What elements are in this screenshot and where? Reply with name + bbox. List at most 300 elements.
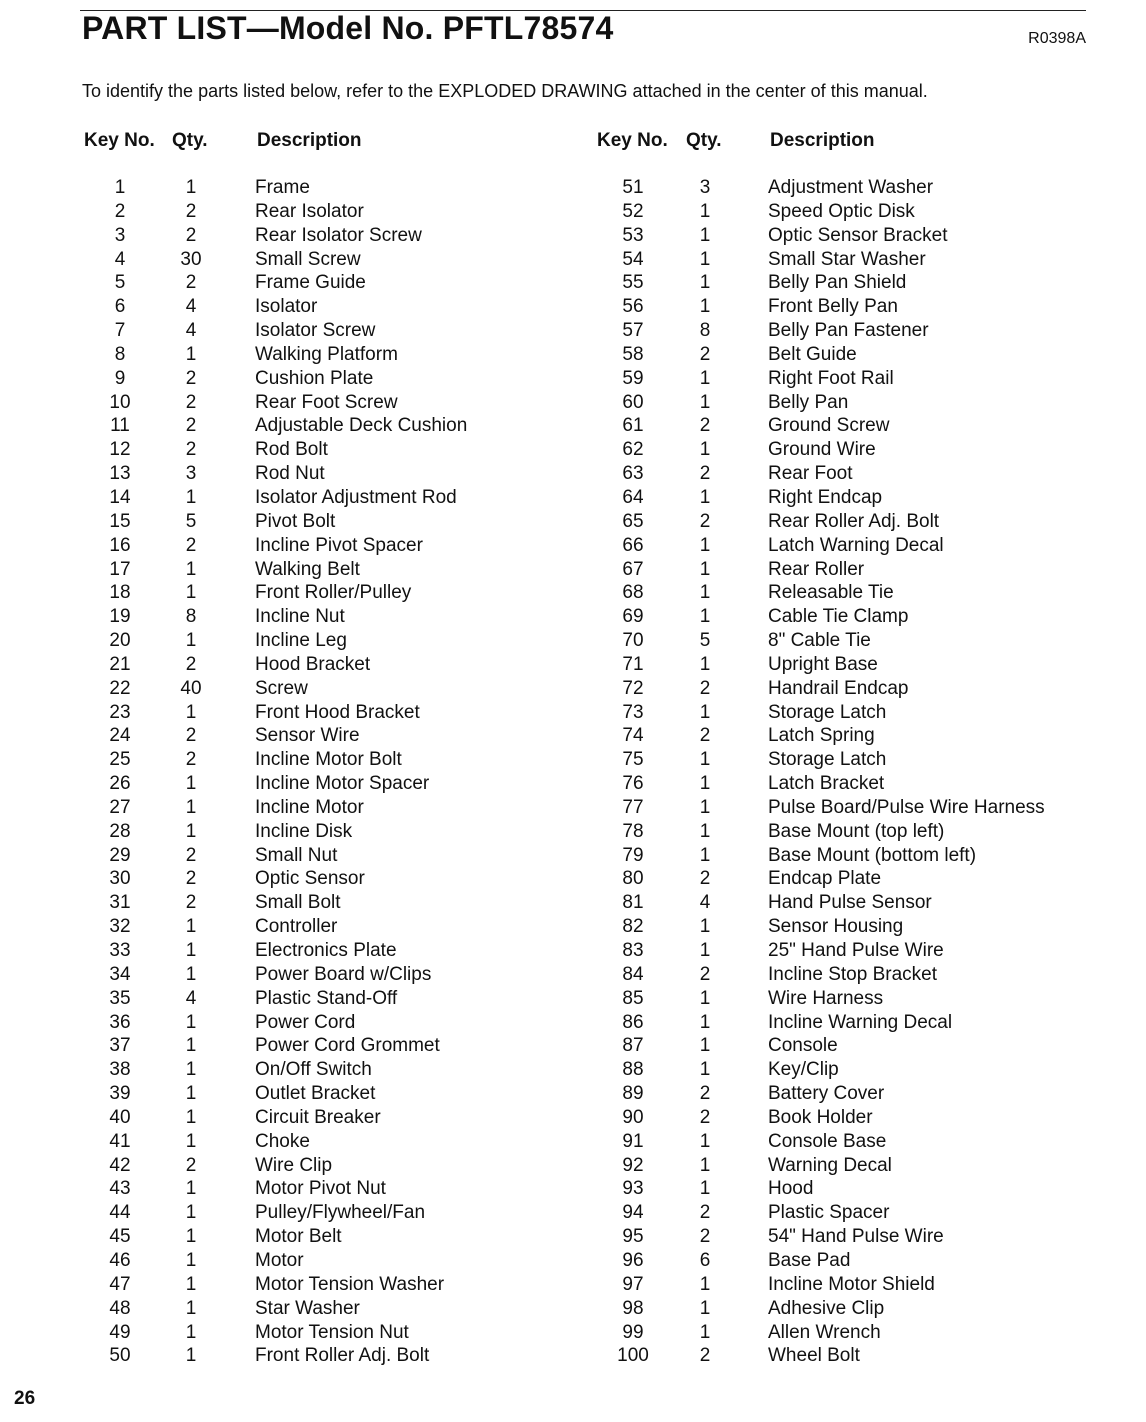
part-description: Sensor Wire [255, 725, 360, 747]
part-key-number: 49 [109, 1321, 131, 1343]
part-quantity: 1 [699, 796, 711, 818]
part-key-number: 64 [622, 486, 644, 508]
part-quantity: 1 [185, 1011, 197, 1033]
part-key-number: 25 [109, 749, 131, 771]
part-description: Belly Pan [768, 391, 849, 413]
part-description: Rear Foot [768, 463, 853, 485]
part-key-number: 1 [114, 177, 126, 198]
part-quantity: 1 [699, 200, 711, 222]
part-key-number: 23 [109, 701, 131, 723]
part-key-number: 65 [622, 510, 644, 532]
part-description: Walking Belt [255, 558, 360, 580]
intro-text: To identify the parts listed below, refer to the EXPLODED DRAWING attached in the center of this manual. [82, 81, 928, 101]
part-quantity: 1 [185, 1083, 197, 1105]
part-quantity: 6 [699, 1249, 711, 1271]
part-description: Optic Sensor Bracket [768, 224, 948, 246]
part-description: Motor [255, 1249, 304, 1271]
part-key-number: 22 [109, 677, 131, 699]
part-description: Cable Tie Clamp [768, 606, 909, 628]
part-key-number: 99 [622, 1321, 644, 1343]
part-quantity: 2 [699, 1226, 711, 1248]
part-quantity: 2 [185, 892, 197, 914]
part-description: Incline Motor Shield [768, 1273, 935, 1295]
part-description: On/Off Switch [255, 1059, 372, 1081]
part-quantity: 1 [699, 987, 711, 1009]
part-description: Optic Sensor [255, 868, 365, 890]
part-key-number: 86 [622, 1011, 644, 1033]
part-description: Incline Motor [255, 796, 364, 818]
part-key-number: 4 [114, 248, 126, 270]
part-key-number: 44 [109, 1202, 131, 1224]
part-key-number: 30 [109, 868, 131, 890]
part-quantity: 2 [185, 868, 197, 890]
part-key-number: 91 [622, 1130, 644, 1152]
part-quantity: 1 [699, 940, 711, 961]
part-quantity: 5 [185, 510, 197, 532]
part-description: Console Base [768, 1130, 887, 1152]
part-quantity: 1 [185, 796, 197, 818]
part-key-number: 46 [109, 1249, 131, 1271]
part-key-number: 10 [109, 391, 131, 413]
part-quantity: 30 [180, 248, 202, 270]
part-key-number: 85 [622, 987, 644, 1009]
part-description: Incline Pivot Spacer [255, 534, 423, 556]
part-quantity: 1 [699, 248, 711, 270]
part-description: Ground Screw [768, 415, 890, 437]
part-key-number: 76 [622, 773, 644, 795]
part-quantity: 1 [699, 1011, 711, 1033]
part-quantity: 2 [699, 1106, 711, 1128]
part-key-number: 100 [617, 1345, 649, 1367]
part-description: Incline Leg [255, 630, 347, 652]
part-key-number: 90 [622, 1106, 644, 1128]
part-quantity: 1 [185, 1059, 197, 1081]
left-qty-header: Qty. [172, 130, 208, 151]
part-key-number: 21 [109, 653, 131, 675]
part-description: Small Screw [255, 248, 361, 270]
part-key-number: 14 [109, 486, 131, 508]
right-key-header: Key No. [597, 130, 668, 151]
part-description: Latch Warning Decal [768, 534, 944, 556]
part-key-number: 15 [109, 510, 131, 532]
part-quantity: 1 [185, 486, 197, 508]
part-quantity: 1 [699, 1297, 711, 1319]
part-description: Right Foot Rail [768, 367, 894, 389]
part-quantity: 1 [699, 1059, 711, 1081]
part-description: Releasable Tie [768, 582, 894, 604]
part-quantity: 1 [699, 1321, 711, 1343]
right-qty-header: Qty. [686, 130, 722, 151]
part-key-number: 6 [114, 296, 126, 318]
part-key-number: 95 [622, 1226, 644, 1248]
part-quantity: 1 [185, 916, 197, 938]
part-quantity: 1 [185, 963, 197, 985]
part-quantity: 2 [185, 653, 197, 675]
part-description: Hood [768, 1178, 814, 1200]
part-quantity: 1 [699, 391, 711, 413]
part-key-number: 32 [109, 916, 131, 938]
part-quantity: 1 [699, 582, 711, 604]
part-description: Incline Disk [255, 820, 353, 842]
part-quantity: 1 [699, 820, 711, 842]
part-quantity: 1 [699, 749, 711, 771]
part-quantity: 1 [699, 1273, 711, 1295]
part-description: Screw [255, 677, 308, 699]
part-description: Latch Bracket [768, 773, 885, 795]
part-description: Belt Guide [768, 343, 857, 365]
part-description: Hood Bracket [255, 653, 371, 675]
part-description: Walking Platform [255, 343, 398, 365]
part-quantity: 4 [699, 892, 711, 914]
part-quantity: 2 [185, 415, 197, 437]
part-key-number: 7 [114, 320, 126, 342]
part-description: Key/Clip [768, 1059, 839, 1081]
part-key-number: 48 [109, 1297, 131, 1319]
part-key-number: 19 [109, 606, 131, 628]
part-description: Motor Belt [255, 1226, 342, 1248]
part-key-number: 55 [622, 272, 644, 294]
part-quantity: 2 [699, 343, 711, 365]
part-key-number: 29 [109, 844, 131, 866]
part-description: Belly Pan Shield [768, 272, 907, 294]
part-description: Hand Pulse Sensor [768, 892, 932, 914]
part-key-number: 2 [114, 200, 126, 222]
part-description: Book Holder [768, 1106, 873, 1128]
part-description: Rear Foot Screw [255, 391, 398, 413]
part-quantity: 2 [185, 367, 197, 389]
part-description: Power Cord [255, 1011, 356, 1033]
part-key-number: 9 [114, 367, 126, 389]
page-number: 26 [14, 1388, 36, 1409]
part-key-number: 52 [622, 200, 644, 222]
part-description: 54" Hand Pulse Wire [768, 1226, 944, 1248]
part-description: Front Roller/Pulley [255, 582, 412, 604]
part-key-number: 33 [109, 940, 131, 961]
part-quantity: 2 [699, 463, 711, 485]
part-key-number: 74 [622, 725, 644, 747]
part-key-number: 34 [109, 963, 131, 985]
part-key-number: 58 [622, 343, 644, 365]
part-key-number: 54 [622, 248, 644, 270]
part-quantity: 2 [185, 1154, 197, 1176]
part-quantity: 1 [699, 653, 711, 675]
part-key-number: 89 [622, 1083, 644, 1105]
part-description: Latch Spring [768, 725, 875, 747]
part-description: Base Mount (bottom left) [768, 844, 977, 866]
part-quantity: 1 [699, 439, 711, 461]
part-description: Power Board w/Clips [255, 963, 432, 985]
part-description: Isolator [255, 296, 318, 318]
part-quantity: 8 [699, 320, 711, 342]
part-description: Adjustable Deck Cushion [255, 415, 468, 437]
part-key-number: 88 [622, 1059, 644, 1081]
part-key-number: 5 [114, 272, 126, 294]
part-description: Circuit Breaker [255, 1106, 381, 1128]
part-key-number: 84 [622, 963, 644, 985]
part-description: Wheel Bolt [768, 1345, 860, 1367]
part-description: Frame [255, 177, 310, 198]
part-key-number: 20 [109, 630, 131, 652]
part-key-number: 72 [622, 677, 644, 699]
part-key-number: 45 [109, 1226, 131, 1248]
part-key-number: 75 [622, 749, 644, 771]
part-quantity: 1 [699, 296, 711, 318]
part-description: Upright Base [768, 653, 878, 675]
part-description: Motor Tension Washer [255, 1273, 445, 1295]
part-quantity: 2 [185, 749, 197, 771]
part-description: Belly Pan Fastener [768, 320, 929, 342]
part-description: Power Cord Grommet [255, 1035, 440, 1057]
part-key-number: 77 [622, 796, 644, 818]
part-description: Isolator Screw [255, 320, 376, 342]
part-quantity: 2 [185, 534, 197, 556]
part-key-number: 93 [622, 1178, 644, 1200]
part-quantity: 2 [699, 510, 711, 532]
part-description: Storage Latch [768, 701, 887, 723]
part-description: Endcap Plate [768, 868, 882, 890]
part-quantity: 2 [699, 415, 711, 437]
part-key-number: 31 [109, 892, 131, 914]
part-quantity: 1 [185, 630, 197, 652]
part-quantity: 4 [185, 296, 197, 318]
part-description: Wire Harness [768, 987, 884, 1009]
part-description: Battery Cover [768, 1083, 885, 1105]
part-key-number: 24 [109, 725, 131, 747]
part-description: Rear Isolator [255, 200, 364, 222]
part-key-number: 8 [114, 343, 126, 365]
part-description: Base Pad [768, 1249, 851, 1271]
part-description: Rod Bolt [255, 439, 328, 461]
part-quantity: 1 [699, 701, 711, 723]
part-key-number: 17 [109, 558, 131, 580]
part-description: Star Washer [255, 1297, 360, 1319]
part-description: Small Bolt [255, 892, 341, 914]
part-quantity: 1 [185, 343, 197, 365]
part-key-number: 68 [622, 582, 644, 604]
part-quantity: 1 [699, 916, 711, 938]
part-quantity: 2 [185, 272, 197, 294]
part-key-number: 57 [622, 320, 644, 342]
part-description: Choke [255, 1130, 310, 1152]
part-key-number: 53 [622, 224, 644, 246]
part-quantity: 1 [699, 486, 711, 508]
part-key-number: 94 [622, 1202, 644, 1224]
part-quantity: 1 [185, 1130, 197, 1152]
page-title: PART LIST—Model No. PFTL78574 [82, 10, 614, 46]
part-description: Speed Optic Disk [768, 200, 915, 222]
part-quantity: 2 [699, 725, 711, 747]
part-quantity: 2 [699, 963, 711, 985]
part-quantity: 3 [185, 463, 197, 485]
part-key-number: 3 [114, 224, 126, 246]
part-description: Front Belly Pan [768, 296, 898, 318]
part-key-number: 26 [109, 773, 131, 795]
part-key-number: 37 [109, 1035, 131, 1057]
part-description: Storage Latch [768, 749, 887, 771]
part-key-number: 18 [109, 582, 131, 604]
part-description: Rod Nut [255, 463, 325, 485]
part-key-number: 27 [109, 796, 131, 818]
part-key-number: 13 [109, 463, 131, 485]
part-quantity: 2 [185, 439, 197, 461]
part-description: Isolator Adjustment Rod [255, 486, 457, 508]
part-description: Allen Wrench [768, 1321, 881, 1343]
part-quantity: 1 [699, 558, 711, 580]
part-description: Front Hood Bracket [255, 701, 420, 723]
part-description: Rear Roller Adj. Bolt [768, 510, 940, 532]
part-quantity: 1 [699, 1035, 711, 1057]
part-quantity: 1 [185, 582, 197, 604]
part-quantity: 1 [185, 701, 197, 723]
part-key-number: 66 [622, 534, 644, 556]
part-description: 25" Hand Pulse Wire [768, 940, 944, 961]
part-description: 8" Cable Tie [768, 630, 871, 652]
part-quantity: 1 [185, 940, 197, 961]
part-quantity: 1 [185, 1345, 197, 1367]
part-quantity: 1 [185, 1178, 197, 1200]
left-description-header: Description [257, 130, 362, 151]
part-key-number: 81 [622, 892, 644, 914]
part-key-number: 35 [109, 987, 131, 1009]
part-description: Pulley/Flywheel/Fan [255, 1202, 426, 1224]
part-key-number: 79 [622, 844, 644, 866]
part-key-number: 51 [622, 177, 644, 198]
part-quantity: 1 [185, 1035, 197, 1057]
part-quantity: 1 [699, 773, 711, 795]
part-key-number: 69 [622, 606, 644, 628]
part-description: Pivot Bolt [255, 510, 336, 532]
part-description: Plastic Stand-Off [255, 987, 398, 1009]
part-quantity: 2 [185, 391, 197, 413]
part-quantity: 1 [185, 1106, 197, 1128]
part-key-number: 87 [622, 1035, 644, 1057]
part-description: Console [768, 1035, 838, 1057]
part-key-number: 41 [109, 1130, 131, 1152]
part-quantity: 2 [699, 1345, 711, 1367]
part-key-number: 71 [622, 653, 644, 675]
part-quantity: 1 [699, 224, 711, 246]
part-key-number: 67 [622, 558, 644, 580]
part-quantity: 2 [185, 725, 197, 747]
part-quantity: 1 [185, 1321, 197, 1343]
part-description: Right Endcap [768, 486, 883, 508]
part-key-number: 16 [109, 534, 131, 556]
part-quantity: 1 [185, 558, 197, 580]
part-key-number: 83 [622, 940, 644, 961]
part-description: Sensor Housing [768, 916, 904, 938]
part-key-number: 80 [622, 868, 644, 890]
part-description: Ground Wire [768, 439, 876, 461]
part-quantity: 2 [185, 844, 197, 866]
part-description: Wire Clip [255, 1154, 333, 1176]
part-description: Incline Warning Decal [768, 1011, 953, 1033]
part-quantity: 1 [699, 367, 711, 389]
part-key-number: 62 [622, 439, 644, 461]
part-quantity: 2 [185, 224, 197, 246]
part-key-number: 28 [109, 820, 131, 842]
part-quantity: 1 [185, 1249, 197, 1271]
part-key-number: 70 [622, 630, 644, 652]
part-key-number: 43 [109, 1178, 131, 1200]
part-quantity: 1 [185, 1202, 197, 1224]
document-code: R0398A [1028, 30, 1086, 47]
part-quantity: 1 [699, 844, 711, 866]
part-key-number: 78 [622, 820, 644, 842]
part-quantity: 2 [699, 677, 711, 699]
part-quantity: 1 [699, 534, 711, 556]
part-key-number: 73 [622, 701, 644, 723]
part-quantity: 3 [699, 177, 711, 198]
part-description: Front Roller Adj. Bolt [255, 1345, 430, 1367]
part-description: Warning Decal [768, 1154, 892, 1176]
part-quantity: 1 [185, 1226, 197, 1248]
part-quantity: 1 [185, 820, 197, 842]
part-key-number: 98 [622, 1297, 644, 1319]
part-quantity: 4 [185, 320, 197, 342]
part-description: Incline Nut [255, 606, 345, 628]
part-description: Small Star Washer [768, 248, 926, 270]
part-description: Outlet Bracket [255, 1083, 376, 1105]
part-quantity: 2 [699, 1202, 711, 1224]
part-description: Cushion Plate [255, 367, 374, 389]
part-quantity: 8 [185, 606, 197, 628]
part-key-number: 96 [622, 1249, 644, 1271]
left-key-header: Key No. [84, 130, 155, 151]
part-description: Small Nut [255, 844, 338, 866]
part-key-number: 61 [622, 415, 644, 437]
part-description: Plastic Spacer [768, 1202, 890, 1224]
part-description: Handrail Endcap [768, 677, 909, 699]
part-quantity: 1 [185, 177, 197, 198]
part-key-number: 38 [109, 1059, 131, 1081]
part-key-number: 39 [109, 1083, 131, 1105]
part-quantity: 5 [699, 630, 711, 652]
part-quantity: 1 [699, 1154, 711, 1176]
part-description: Motor Pivot Nut [255, 1178, 386, 1200]
part-key-number: 56 [622, 296, 644, 318]
right-description-header: Description [770, 130, 875, 151]
part-description: Motor Tension Nut [255, 1321, 409, 1343]
part-quantity: 2 [185, 200, 197, 222]
part-key-number: 12 [109, 439, 131, 461]
part-description: Incline Motor Bolt [255, 749, 402, 771]
part-description: Incline Stop Bracket [768, 963, 937, 985]
part-quantity: 1 [699, 606, 711, 628]
part-description: Adjustment Washer [768, 177, 934, 198]
part-key-number: 82 [622, 916, 644, 938]
part-quantity: 2 [699, 1083, 711, 1105]
part-key-number: 11 [110, 415, 130, 437]
part-key-number: 36 [109, 1011, 131, 1033]
part-quantity: 1 [185, 773, 197, 795]
part-description: Controller [255, 916, 338, 938]
part-description: Electronics Plate [255, 940, 397, 961]
part-quantity: 1 [699, 1130, 711, 1152]
part-quantity: 1 [699, 272, 711, 294]
part-key-number: 42 [109, 1154, 131, 1176]
part-description: Base Mount (top left) [768, 820, 945, 842]
part-quantity: 4 [185, 987, 197, 1009]
part-key-number: 63 [622, 463, 644, 485]
part-quantity: 40 [180, 677, 202, 699]
part-description: Rear Roller [768, 558, 865, 580]
part-description: Incline Motor Spacer [255, 773, 430, 795]
part-key-number: 60 [622, 391, 644, 413]
part-quantity: 1 [699, 1178, 711, 1200]
part-quantity: 1 [185, 1297, 197, 1319]
part-quantity: 1 [185, 1273, 197, 1295]
part-description: Adhesive Clip [768, 1297, 885, 1319]
